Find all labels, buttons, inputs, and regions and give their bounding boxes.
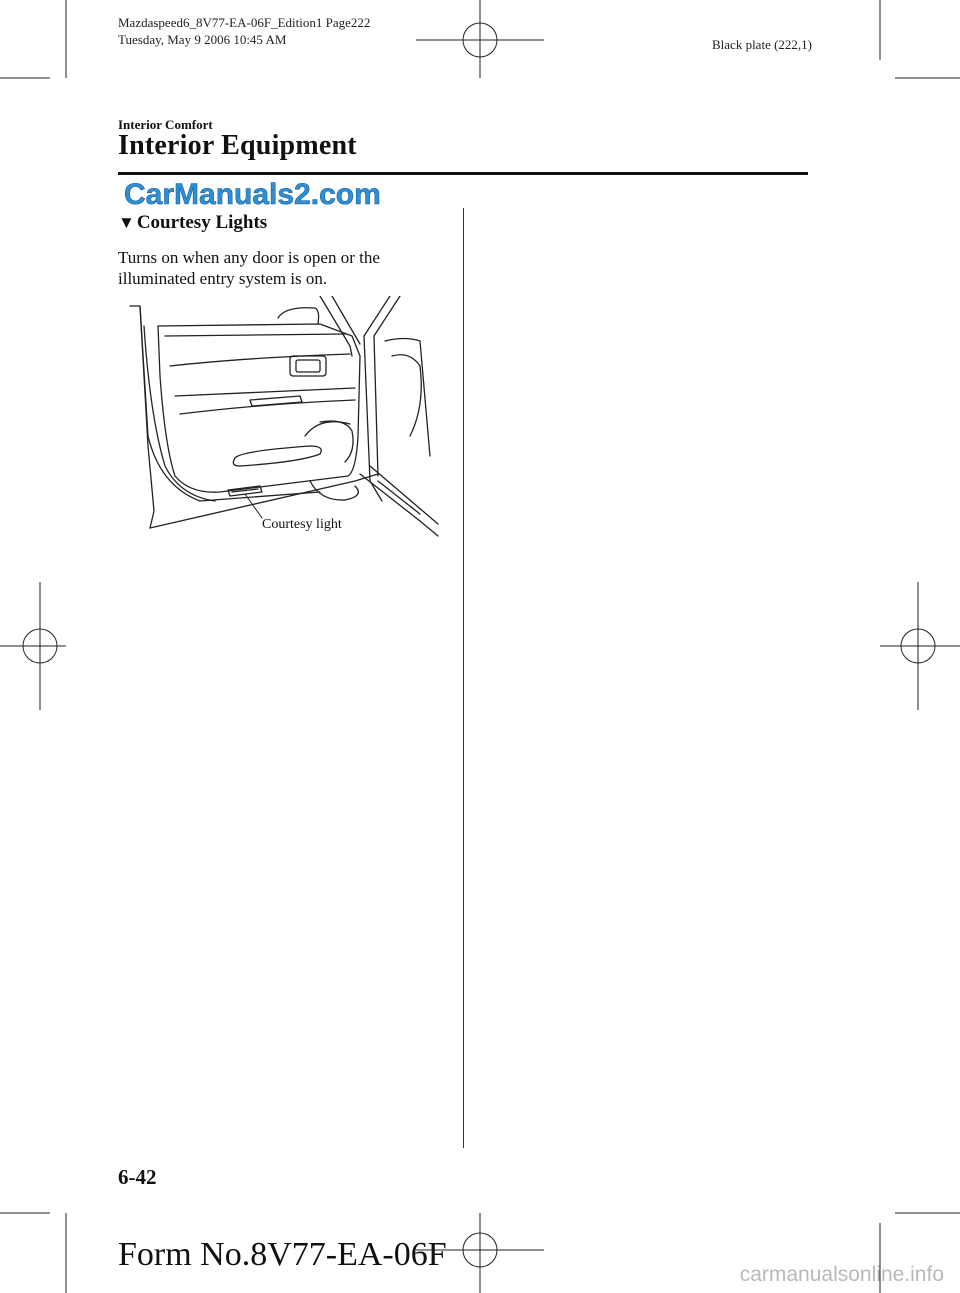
footer-watermark: carmanualsonline.info (739, 1263, 944, 1286)
form-number: Form No.8V77-EA-06F (118, 1236, 447, 1273)
slug-line-1: Mazdaspeed6_8V77-EA-06F_Edition1 Page222 (118, 15, 371, 30)
watermark-logo (120, 176, 438, 212)
title-rule (118, 172, 808, 175)
subsection-heading-text: Courtesy Lights (136, 212, 268, 233)
subsection-heading (118, 212, 267, 234)
section-label: Interior Comfort (118, 117, 213, 132)
door-illustration (120, 296, 440, 541)
plate-label: Black plate (222,1) (712, 37, 812, 52)
body-text: Turns on when any door is open or the illuminated entry system is on. (118, 248, 380, 288)
door-panel (158, 324, 360, 492)
slug-line-2: Tuesday, May 9 2006 10:45 AM (118, 32, 287, 47)
callout-label: Courtesy light (262, 517, 342, 532)
door-pocket (233, 446, 321, 466)
print-slug (118, 14, 370, 48)
page-title: Interior Equipment (118, 130, 357, 161)
watermark-text: CarManuals2.com (124, 178, 381, 211)
triangle-marker-icon: ▼ (118, 213, 135, 232)
page-number: 6-42 (118, 1165, 157, 1189)
column-separator (463, 208, 464, 1148)
